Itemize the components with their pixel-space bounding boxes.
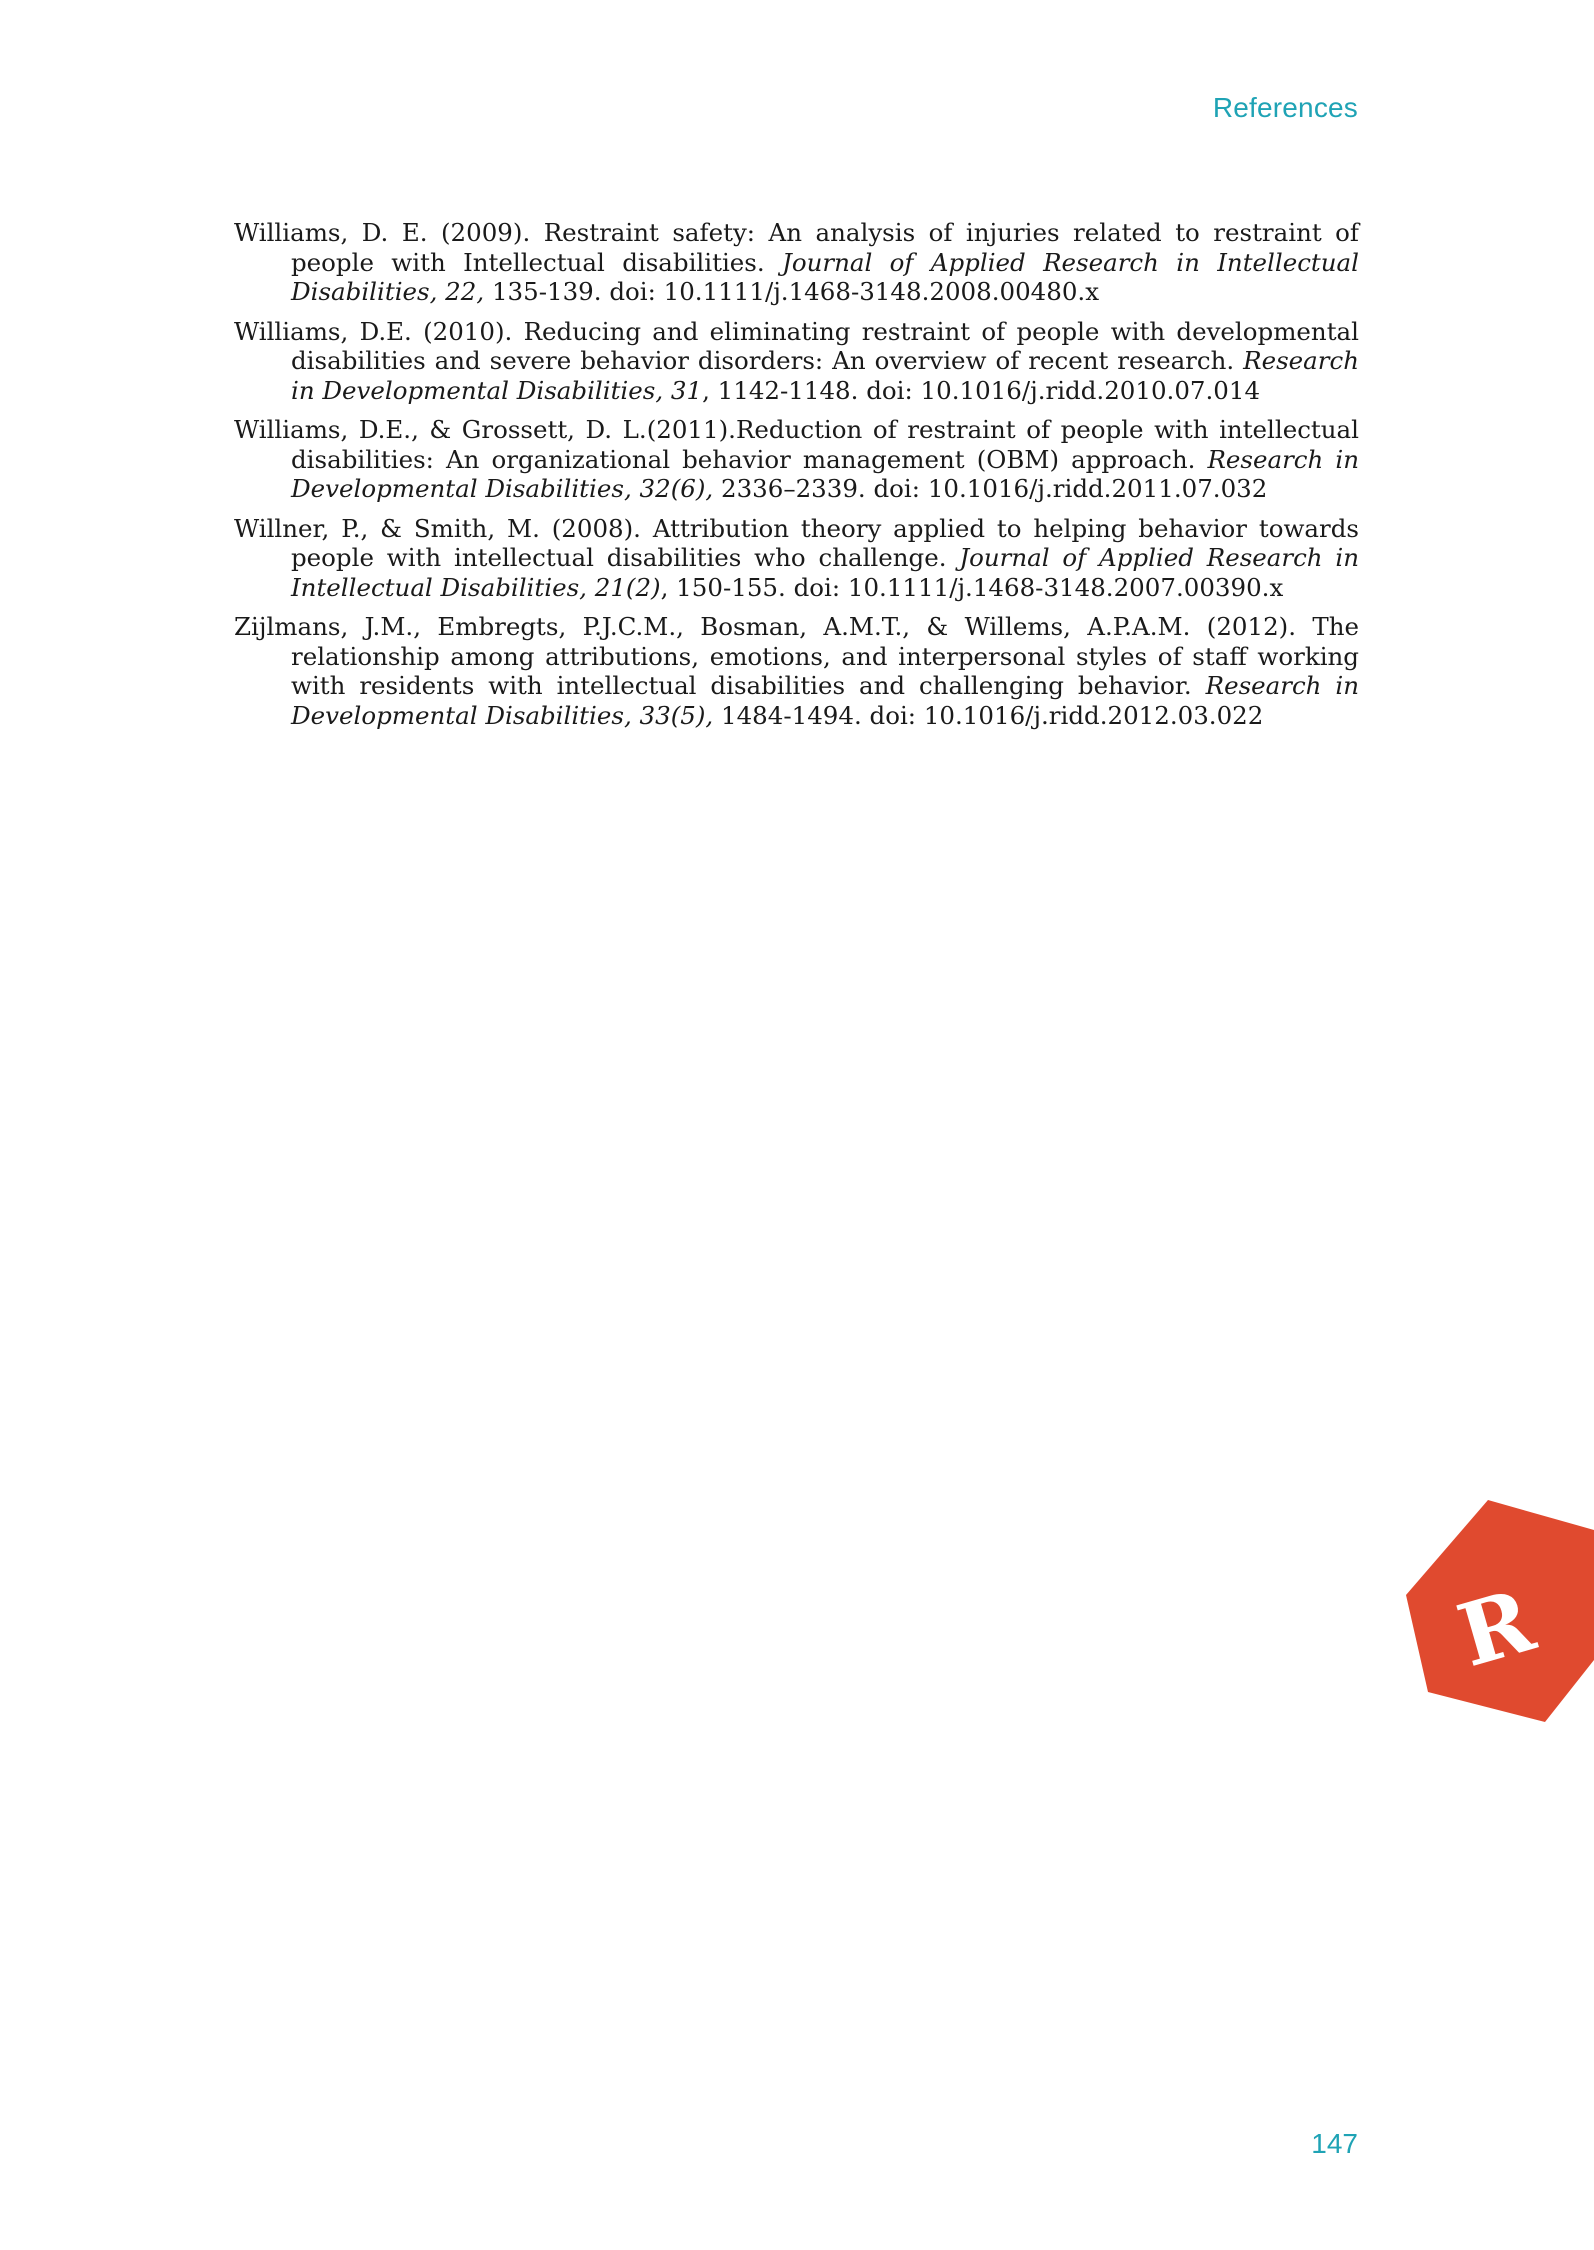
reference-authors-title: Williams, D.E. (2010). Reducing and eliminating restraint of people with developmental disabilities and severe behavior disorders: An overview of recent research. <box>234 316 1359 375</box>
reference-authors-title: Williams, D.E., & Grossett, D. L.(2011).Reduction of restraint of people with intellectual disabilities: An organizational behavior management (OBM) approach. <box>234 415 1359 474</box>
reference-authors-title: Willner, P., & Smith, M. (2008). Attribution theory applied to helping behavior towards people with intellectual disabilities who challenge. <box>234 513 1359 572</box>
reference-entry <box>234 317 1359 406</box>
reference-list <box>234 218 1359 740</box>
reference-entry <box>234 218 1359 307</box>
reference-pages-doi: 135-139. doi: 10.1111/j.1468-3148.2008.00480.x <box>484 277 1100 306</box>
reference-entry <box>234 514 1359 603</box>
reference-journal: Research in Developmental Disabilities, 33(5), <box>291 671 1359 730</box>
reference-entry <box>234 612 1359 730</box>
page-number: 147 <box>1311 2128 1358 2159</box>
reference-pages-doi: 2336–2339. doi: 10.1016/j.ridd.2011.07.032 <box>713 474 1268 503</box>
reference-authors-title: Williams, D. E. (2009). Restraint safety: An analysis of injuries related to restraint of people with Intellectual disabilities. <box>234 218 1359 277</box>
chapter-badge-icon <box>1400 1500 1594 1730</box>
badge-letter: R <box>1447 1570 1545 1688</box>
reference-pages-doi: , 150-155. doi: 10.1111/j.1468-3148.2007.00390.x <box>660 572 1284 602</box>
running-head: References <box>1212 92 1358 123</box>
reference-entry <box>234 415 1359 504</box>
reference-journal: Research in Developmental Disabilities, 32(6), <box>291 444 1359 503</box>
reference-pages-doi: , 1142-1148. doi: 10.1016/j.ridd.2010.07.014 <box>702 375 1261 405</box>
reference-journal: Journal of Applied Research in Intellectual Disabilities, 22, <box>291 247 1359 306</box>
reference-journal: Journal of Applied Research in Intellectual Disabilities, 21(2) <box>291 543 1359 602</box>
reference-journal: Research in Developmental Disabilities, 31 <box>291 346 1359 405</box>
reference-pages-doi: 1484-1494. doi: 10.1016/j.ridd.2012.03.022 <box>713 700 1264 730</box>
reference-authors-title: Zijlmans, J.M., Embregts, P.J.C.M., Bosman, A.M.T., & Willems, A.P.A.M. (2012). The relationship among attributions, emotions, and interpersonal styles of staff working with residents with intellectual disabilities and challenging behavior. <box>234 612 1359 700</box>
